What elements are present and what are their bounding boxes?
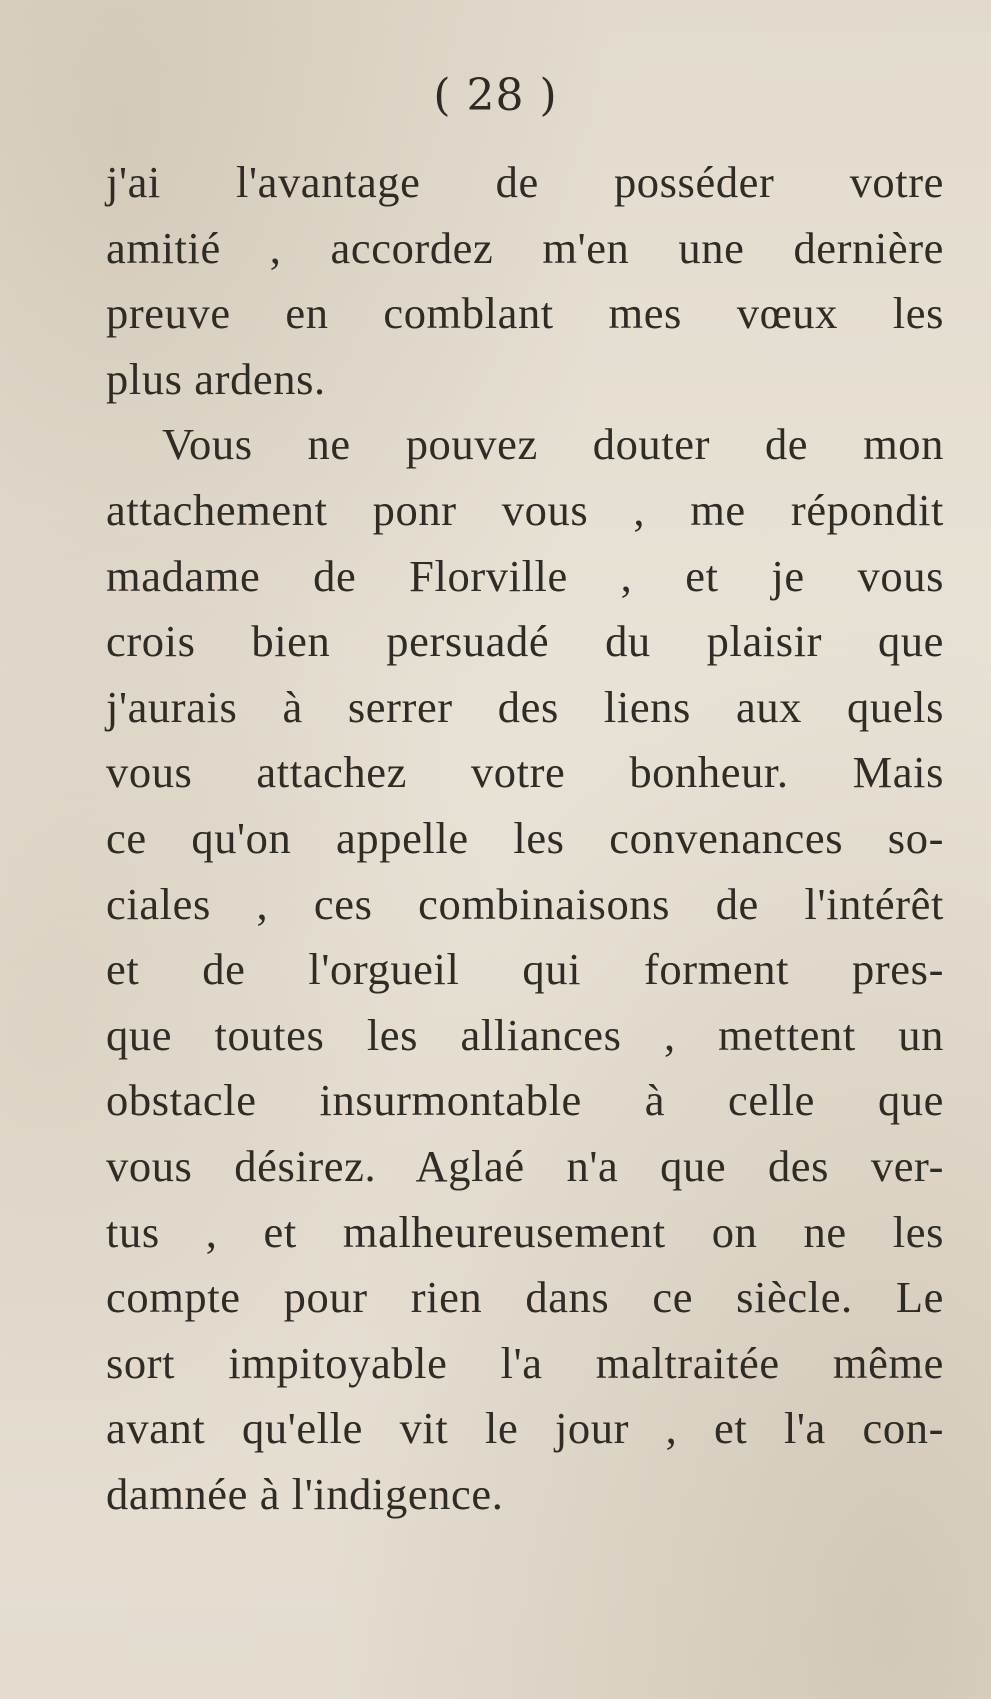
text-line: et de l'orgueil qui forment pres- bbox=[106, 944, 944, 995]
page-text bbox=[106, 150, 944, 1527]
text-line: tus , et malheureusement on ne les bbox=[106, 1206, 944, 1257]
text-line: amitié , accordez m'en une dernière bbox=[106, 222, 944, 273]
text-line: sort impitoyable l'a maltraitée même bbox=[106, 1337, 944, 1388]
text-line: j'ai l'avantage de posséder votre bbox=[106, 157, 944, 207]
page-number: ( 28 ) bbox=[433, 70, 558, 121]
text-line: ciales , ces combinaisons de l'intérêt bbox=[106, 878, 944, 929]
text-line: que toutes les alliances , mettent un bbox=[106, 1009, 944, 1060]
text-line: vous attachez votre bonheur. Mais bbox=[106, 747, 944, 798]
text-line: preuve en comblant mes vœux les bbox=[106, 288, 944, 339]
text-line: damnée à l'indigence. bbox=[106, 1468, 504, 1519]
text-line: avant qu'elle vit le jour , et l'a con- bbox=[106, 1403, 944, 1454]
text-line: obstacle insurmontable à celle que bbox=[106, 1075, 944, 1126]
text-line: madame de Florville , et je vous bbox=[106, 550, 944, 601]
text-line: j'aurais à serrer des liens aux quels bbox=[106, 681, 944, 732]
text-line: attachement ponr vous , me répondit bbox=[106, 484, 944, 535]
text-line: ce qu'on appelle les convenances so- bbox=[106, 812, 944, 863]
text-line: vous désirez. Aglaé n'a que des ver- bbox=[106, 1140, 944, 1191]
text-line: Vous ne pouvez douter de mon bbox=[162, 419, 944, 470]
text-line: plus ardens. bbox=[106, 353, 326, 404]
text-line: crois bien persuadé du plaisir que bbox=[106, 616, 944, 667]
text-line: compte pour rien dans ce siècle. Le bbox=[106, 1272, 944, 1323]
